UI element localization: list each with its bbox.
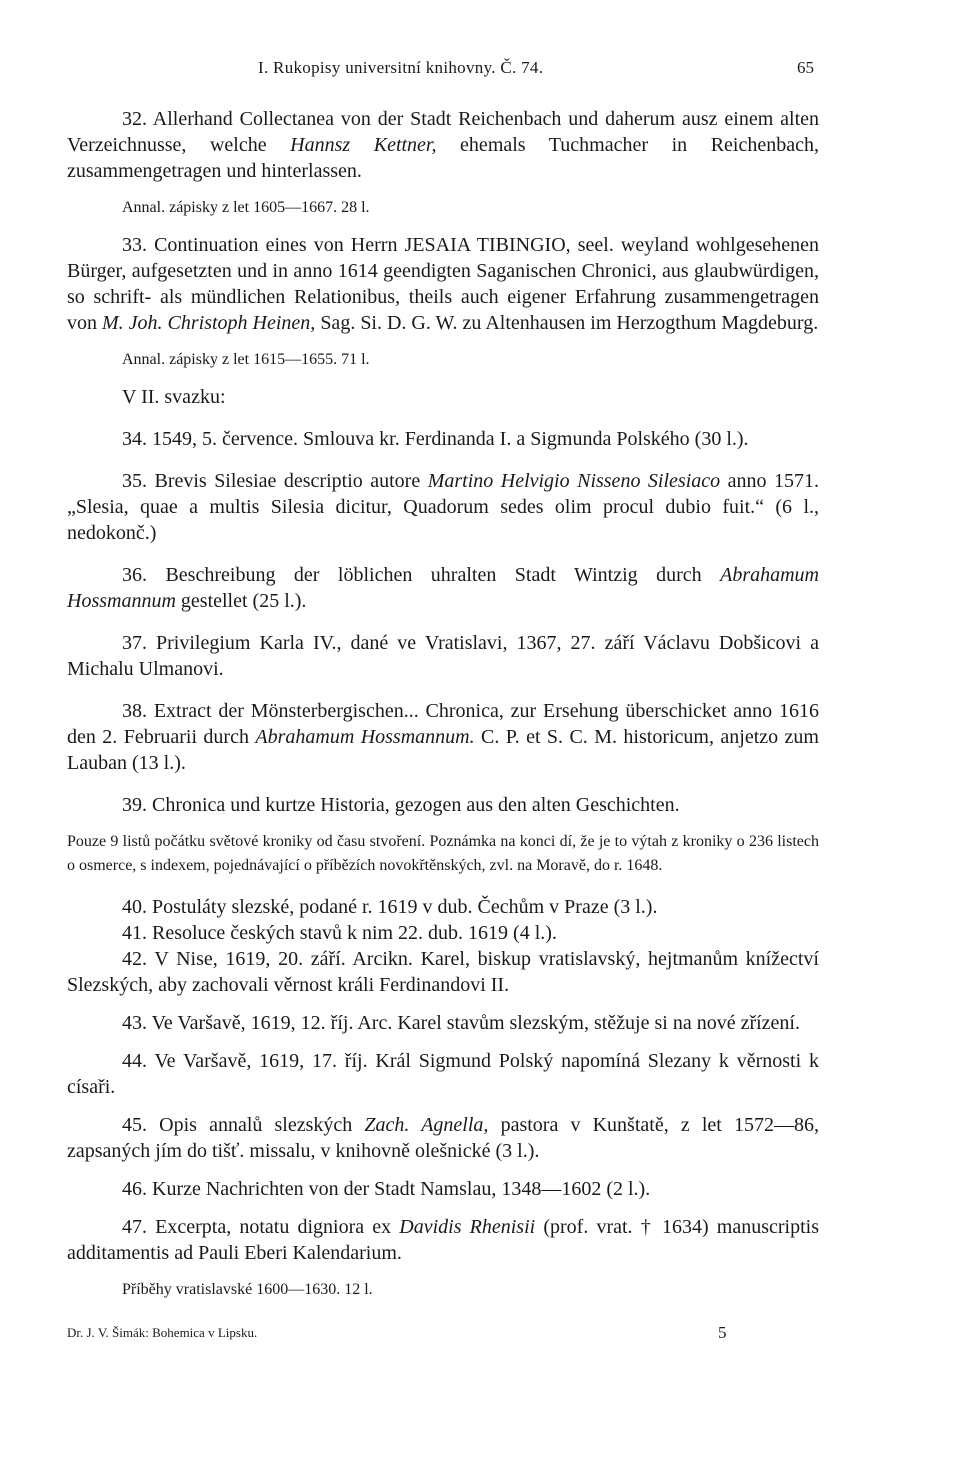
page-number: 65: [797, 58, 814, 77]
entry-45: 45. Opis annalů slezských Zach. Agnella, pastora v Kunštatě, z let 1572—86, zapsaných jím do tišť. missalu, v knihovně olešnické (3 l.).: [67, 1114, 819, 1162]
entry-47: 47. Excerpta, notatu digniora ex Davidis Rhenisii (prof. vrat. † 1634) manuscriptis additamentis ad Pauli Eberi Kalendarium.: [67, 1216, 819, 1264]
entry-47-note: Příběhy vratislavské 1600—1630. 12 l.: [122, 1281, 373, 1298]
running-header: [0, 58, 960, 84]
entry-41: 41. Resoluce českých stavů k nim 22. dub. 1619 (4 l.).: [122, 922, 557, 944]
entry-36: 36. Beschreibung der löblichen uhralten Stadt Wintzig durch Abrahamum Hossmannum gestellet (25 l.).: [67, 564, 819, 612]
entry-35: 35. Brevis Silesiae descriptio autore Martino Helvigio Nisseno Silesiaco anno 1571. „Slesia, quae a multis Silesia dicitur, Quadorum sedes olim procul dubio fuit.“ (6 l., nedokonč.): [67, 470, 819, 544]
footer-author: Dr. J. V. Šimák: Bohemica v Lipsku.: [67, 1325, 258, 1340]
entry-39-note: Pouze 9 listů počátku světové kroniky od času stvoření. Poznámka na konci dí, že je to výtah z kroniky o 236 listech o osmerce, s indexem, pojednávající o příbězích novokřtěnských, zvl. na Moravě, do r. 1648.: [67, 833, 819, 874]
section-heading: V II. svazku:: [122, 386, 226, 408]
signature-mark: 5: [718, 1323, 727, 1342]
entry-32: 32. Allerhand Collectanea von der Stadt Reichenbach und daherum ausz einem alten Verzeichnusse, welche Hannsz Kettner, ehemals Tuchmacher in Reichenbach, zusammengetragen und hinterlassen.: [67, 108, 819, 182]
entry-37: 37. Privilegium Karla IV., dané ve Vratislavi, 1367, 27. září Václavu Dobšicovi a Michalu Ulmanovi.: [67, 632, 819, 680]
entry-46: 46. Kurze Nachrichten von der Stadt Namslau, 1348—1602 (2 l.).: [122, 1178, 651, 1200]
entry-42: 42. V Nise, 1619, 20. září. Arcikn. Karel, biskup vratislavský, hejtmanům knížectví Slezských, aby zachovali věrnost králi Ferdinandovi II.: [67, 948, 819, 996]
entry-40: 40. Postuláty slezské, podané r. 1619 v dub. Čechům v Praze (3 l.).: [122, 896, 658, 918]
running-title: I. Rukopisy universitní knihovny. Č. 74.: [258, 58, 544, 77]
entry-44: 44. Ve Varšavě, 1619, 17. říj. Král Sigmund Polský napomíná Slezany k věrnosti k císaři.: [67, 1050, 819, 1098]
entry-33-note: Annal. zápisky z let 1615—1655. 71 l.: [122, 351, 370, 368]
page-body: [67, 106, 819, 1302]
entry-43: 43. Ve Varšavě, 1619, 12. říj. Arc. Karel stavům slezským, stěžuje si na nové zřízení.: [122, 1012, 800, 1034]
entry-34: 34. 1549, 5. července. Smlouva kr. Ferdinanda I. a Sigmunda Polského (30 l.).: [122, 428, 749, 450]
entry-38: 38. Extract der Mönsterbergischen... Chronica, zur Ersehung überschicket anno 1616 den 2. Februarii durch Abrahamum Hossmannum. C. P. et S. C. M. historicum, anjetzo zum Lauban (13 l.).: [67, 700, 819, 774]
entry-32-note: Annal. zápisky z let 1605—1667. 28 l.: [122, 199, 370, 216]
entry-39: 39. Chronica und kurtze Historia, gezogen aus den alten Geschichten.: [122, 794, 680, 816]
entry-33: 33. Continuation eines von Herrn JESAIA TIBINGIO, seel. weyland wohlgesehenen Bürger, aufgesetzten und in anno 1614 geendigten Saganischen Chronici, aus glaubwürdigen, so schrift- als mündlichen Relationibus, theils auch eigener Erfahrung zusammengetragen von M. Joh. Christoph Heinen, Sag. Si. D. G. W. zu Altenhausen im Herzogthum Magdeburg.: [67, 234, 819, 334]
